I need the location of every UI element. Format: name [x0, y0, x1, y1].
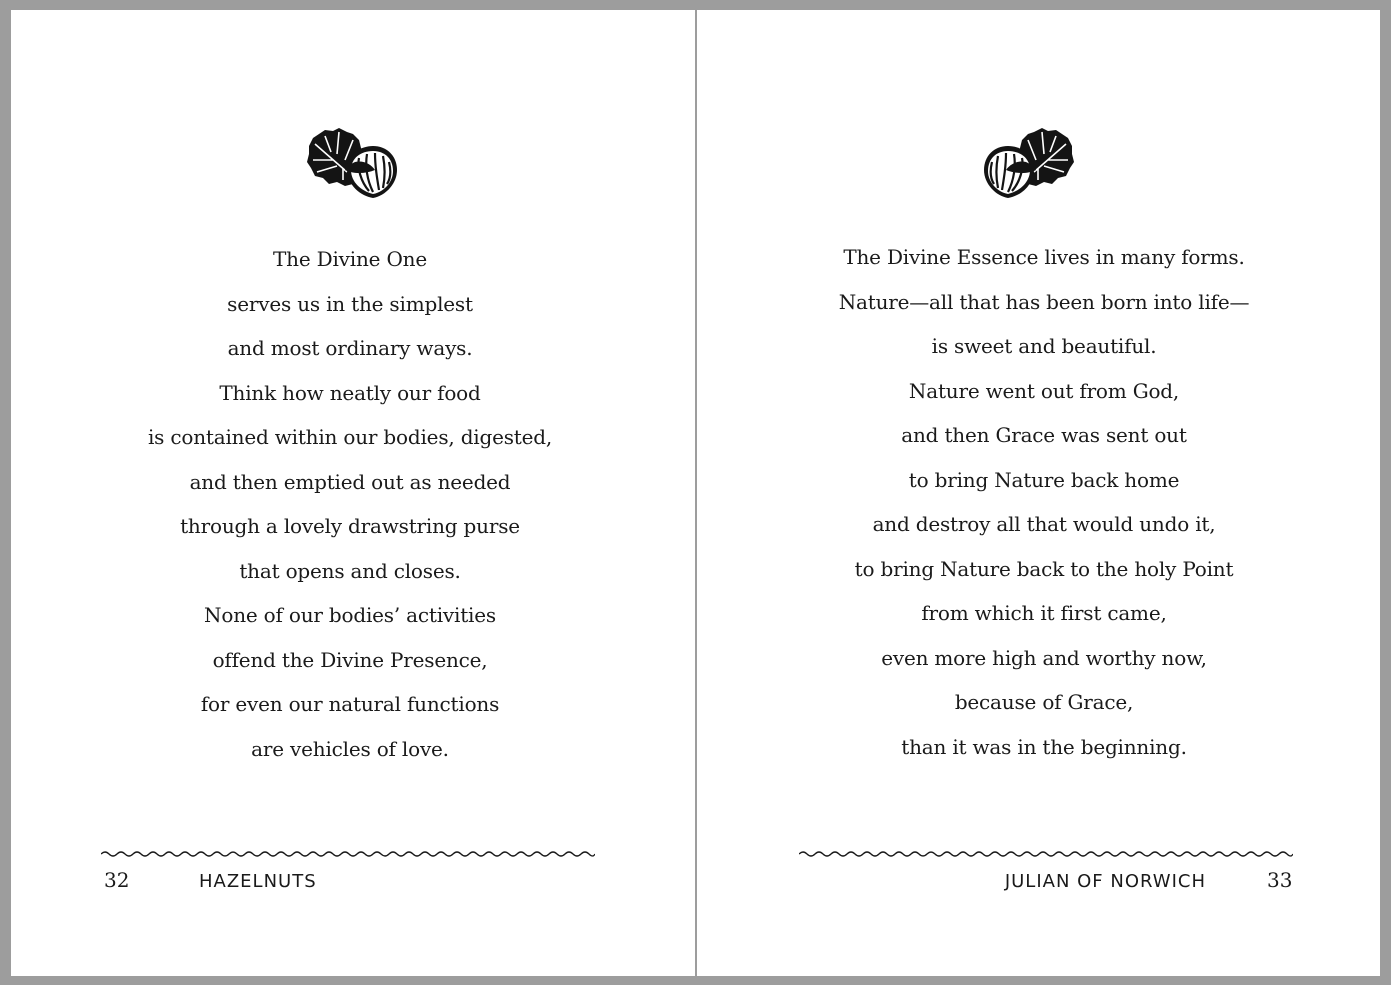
- poem-line: to bring Nature back to the holy Point: [854, 556, 1234, 581]
- poem-line: are vehicles of love.: [251, 736, 449, 761]
- poem-line: Nature went out from God,: [908, 378, 1180, 403]
- poem-line: because of Grace,: [954, 690, 1134, 714]
- poem-line: for even our natural functions: [200, 692, 500, 716]
- wavy-divider: [101, 848, 595, 860]
- page-number: 33: [1267, 868, 1293, 892]
- poem-line: and destroy all that would undo it,: [872, 512, 1216, 536]
- poem-line: Think how neatly our food: [219, 380, 481, 405]
- poem-line: serves us in the simplest: [227, 291, 473, 316]
- poem-line: through a lovely drawstring purse: [180, 514, 520, 538]
- poem-line: and then emptied out as needed: [189, 469, 511, 494]
- page-number: 32: [104, 868, 130, 892]
- poem-line: offend the Divine Presence,: [212, 647, 488, 672]
- poem-line: that opens and closes.: [239, 558, 461, 583]
- hazelnut-leaf-icon: [980, 122, 1080, 202]
- poem-line: The Divine Essence lives in many forms.: [843, 245, 1245, 269]
- right-page: [697, 10, 1380, 976]
- poem-line: to bring Nature back home: [908, 467, 1180, 492]
- poem-line: from which it first came,: [921, 601, 1167, 625]
- hazelnut-leaf-icon: [301, 122, 401, 202]
- poem-line: is sweet and beautiful.: [931, 334, 1157, 358]
- poem-line: Nature—all that has been born into life—: [838, 289, 1250, 314]
- left-page: [11, 10, 695, 976]
- running-head: HAZELNUTS: [199, 871, 317, 892]
- poem-line: is contained within our bodies, digested,: [147, 425, 553, 449]
- wavy-divider: [799, 848, 1293, 860]
- poem-line: than it was in the beginning.: [901, 734, 1187, 759]
- poem-line: The Divine One: [273, 247, 427, 271]
- poem-line: and then Grace was sent out: [901, 423, 1187, 447]
- poem-line: and most ordinary ways.: [227, 336, 473, 360]
- poem-line: None of our bodies’ activities: [204, 603, 496, 627]
- poem-text: [11, 237, 689, 771]
- poem-text: [697, 235, 1391, 769]
- poem-line: even more high and worthy now,: [881, 645, 1207, 670]
- running-head: JULIAN OF NORWICH: [1004, 871, 1206, 892]
